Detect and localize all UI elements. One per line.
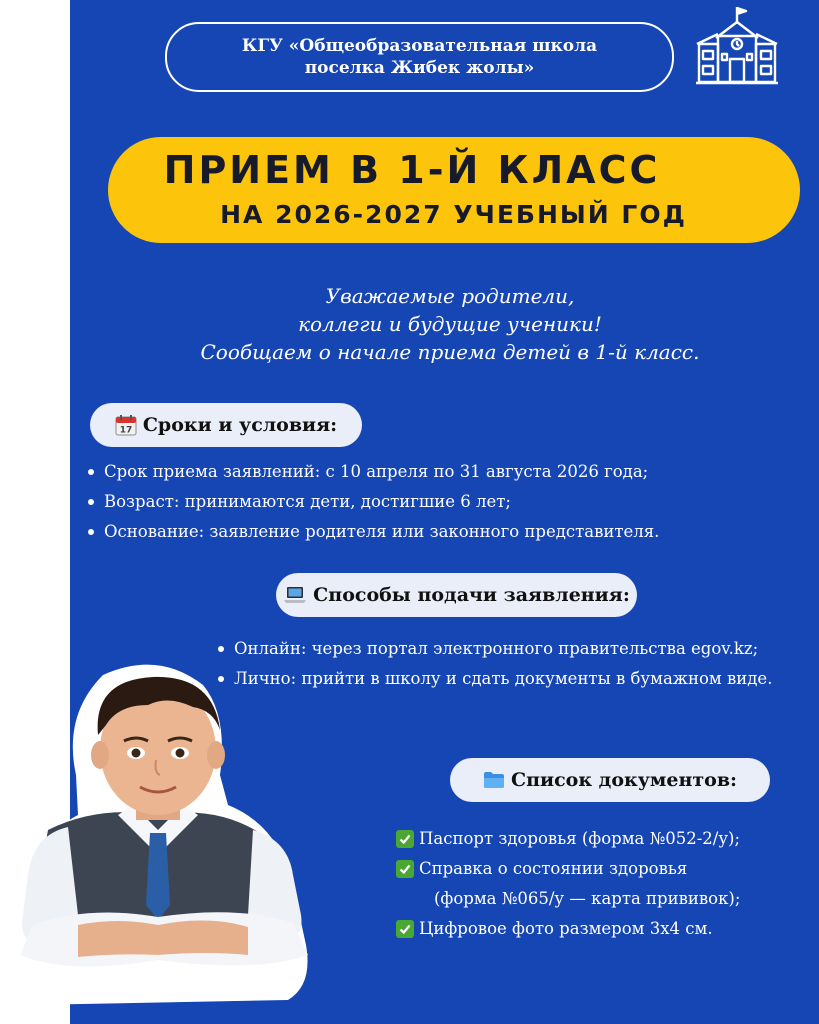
list-item: Онлайн: через портал электронного правительства egov.kz; [216,634,772,664]
list-item-continuation: (форма №065/у — карта прививок); [434,889,741,908]
documents-heading: Список документов: [510,769,738,791]
check-mark-icon [396,860,414,878]
calendar-icon [115,414,137,436]
document-item-label: Паспорт здоровья (форма №052-2/у); [419,829,741,848]
list-item: Лично: прийти в школу и сдать документы в бумажном виде. [216,664,772,694]
laptop-icon [283,585,307,605]
folder-icon [483,771,505,789]
school-building-icon [694,4,780,86]
documents-heading-chip [450,758,770,802]
list-item [396,914,740,944]
headline-title: ПРИЕМ В 1-Й КЛАСС [163,148,661,192]
school-name-pill [165,22,674,92]
terms-list [86,457,659,547]
check-mark-icon [396,830,414,848]
list-item: Срок приема заявлений: с 10 апреля по 31 августа 2026 года; [86,457,659,487]
greeting-text [100,282,800,366]
list-item: Основание: заявление родителя или законного представителя. [86,517,659,547]
list-item: Возраст: принимаются дети, достигшие 6 лет; [86,487,659,517]
document-item-label: Справка о состоянии здоровья [419,859,688,878]
greeting-line1: Уважаемые родители, [325,284,575,308]
list-item [396,854,740,884]
school-name-line1: КГУ «Общеобразовательная школа [241,36,598,56]
schoolboy-illustration [8,655,313,1013]
terms-heading-chip [90,403,362,447]
greeting-line2: коллеги и будущие ученики! [298,312,602,336]
document-item-label: Цифровое фото размером 3х4 см. [419,919,713,938]
greeting-line3: Сообщаем о начале приема детей в 1-й класс. [200,340,700,364]
methods-heading-chip [276,573,637,617]
methods-heading: Способы подачи заявления: [313,584,630,606]
school-name-line2: поселка Жибек жолы» [304,58,535,78]
documents-list [396,824,740,944]
terms-heading: Сроки и условия: [142,414,338,436]
svg-text:17: 17 [119,425,133,436]
headline-subtitle: НА 2026-2027 УЧЕБНЫЙ ГОД [220,200,687,229]
check-mark-icon [396,920,414,938]
list-item [396,824,740,854]
